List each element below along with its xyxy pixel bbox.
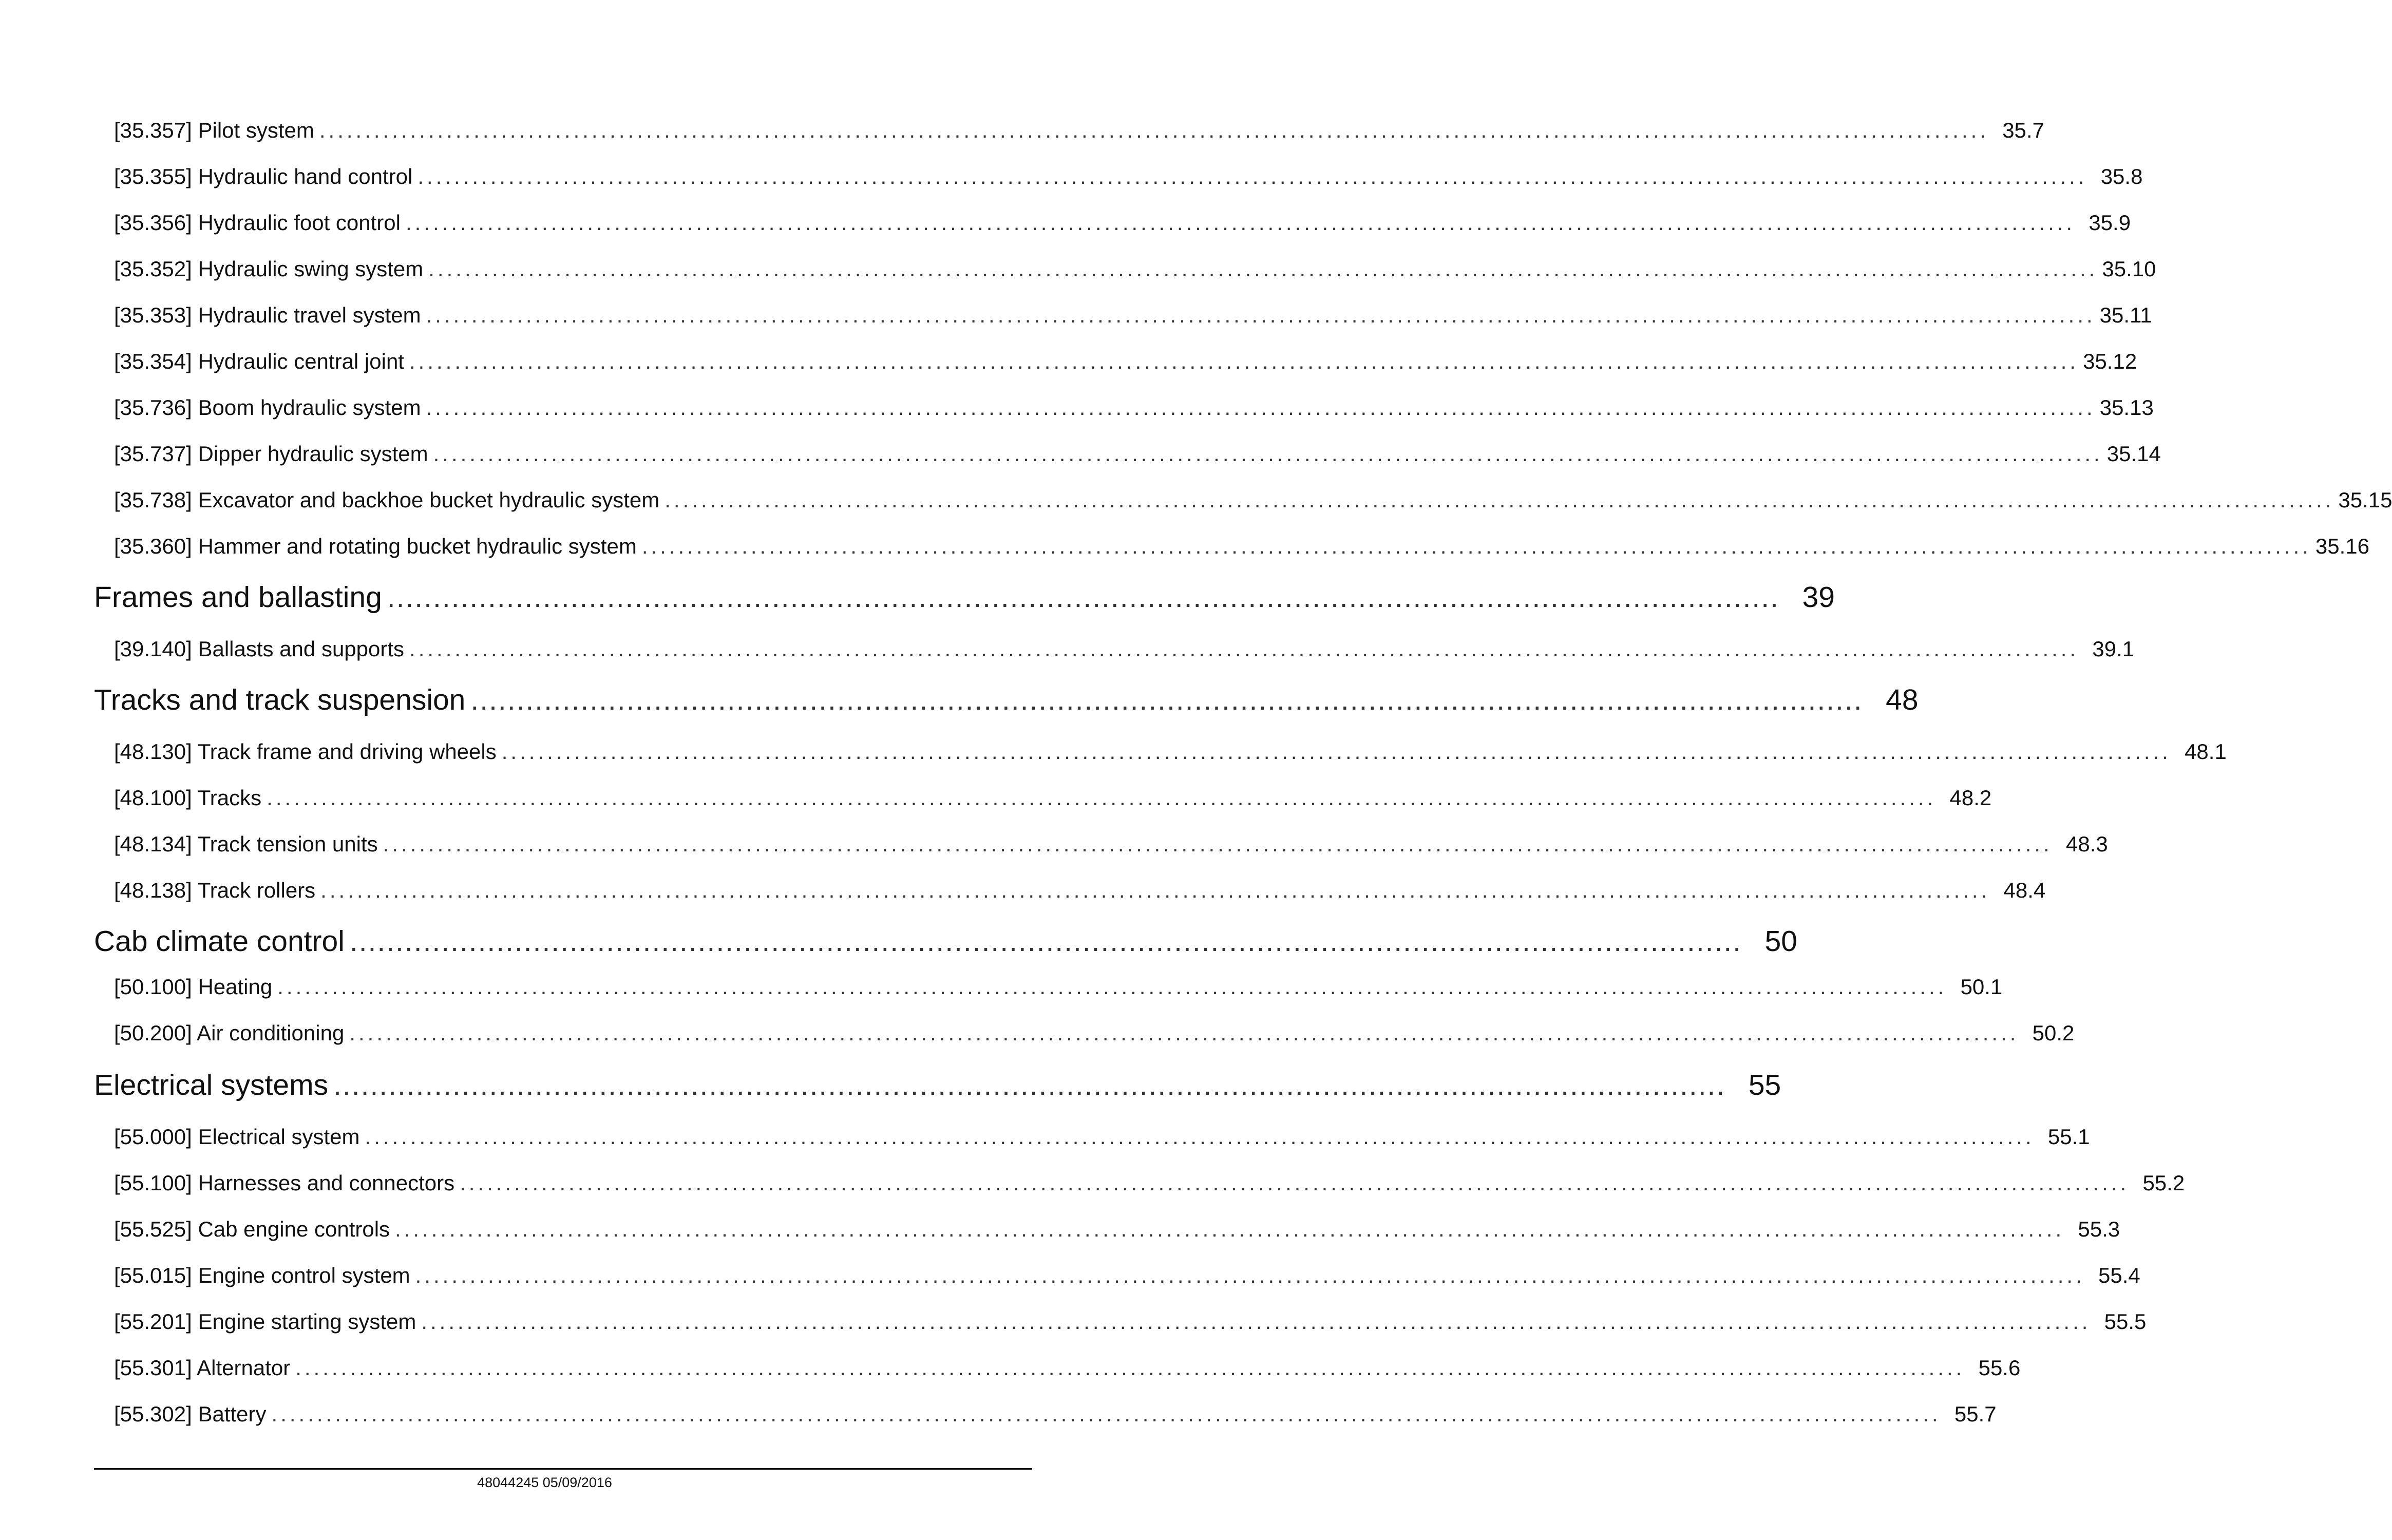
dot-leader: ........................................................................................................................................................................................ [320, 878, 1990, 902]
dot-leader: ........................................................................................................................................................................................ [421, 1309, 2091, 1334]
toc-entry-page: 55.4 [2098, 1263, 2140, 1287]
toc-entry-50-100[interactable] [114, 975, 2003, 999]
dot-leader: ........................................................................................................................................................................................ [349, 1021, 2019, 1045]
toc-section-electrical-systems[interactable] [94, 1068, 1781, 1102]
toc-entry-48-100[interactable] [114, 786, 1992, 810]
toc-entry-55-302[interactable] [114, 1402, 1997, 1427]
toc-entry-55-100[interactable] [114, 1171, 2185, 1195]
toc-entry-label: [35.357] Pilot system [114, 118, 314, 142]
toc-entry-39-140[interactable] [114, 637, 2135, 661]
dot-leader: ........................................................................................................................................................................................ [433, 442, 2103, 466]
dot-leader: ........................................................................................................................................................ [470, 683, 1863, 716]
toc-entry-page: 50.1 [1960, 975, 2003, 999]
dot-leader: ........................................................................................................................................................................................ [267, 786, 1937, 810]
toc-entry-label: [48.130] Track frame and driving wheels [114, 739, 497, 764]
toc-entry-55-525[interactable] [114, 1217, 2120, 1242]
toc-entry-page: 50.2 [2032, 1021, 2075, 1045]
toc-entry-page: 35.7 [2002, 118, 2044, 142]
toc-entry-page: 35.16 [2315, 534, 2370, 558]
toc-entry-label: [55.000] Electrical system [114, 1125, 360, 1149]
footer-rule [94, 1468, 1032, 1470]
dot-leader: ........................................................................................................................................................................................ [409, 349, 2079, 373]
toc-entry-35-737[interactable] [114, 442, 2161, 466]
toc-entry-page: 48.3 [2065, 832, 2108, 856]
toc-section-frames-and-ballasting[interactable] [94, 580, 1835, 614]
toc-section-cab-climate-control[interactable] [94, 924, 1798, 958]
toc-entry-48-134[interactable] [114, 832, 2108, 857]
toc-entry-label: [35.360] Hammer and rotating bucket hydraulic system [114, 534, 637, 558]
toc-section-tracks-and-track-suspension[interactable] [94, 683, 1919, 717]
toc-entry-label: [48.138] Track rollers [114, 878, 316, 902]
toc-entry-page: 55.2 [2142, 1171, 2185, 1195]
dot-leader: ........................................................................................................................................................................................ [501, 739, 2171, 764]
toc-entry-page: 48.1 [2185, 739, 2227, 764]
toc-entry-label: [35.355] Hydraulic hand control [114, 164, 413, 188]
toc-entry-page: 35.11 [2099, 303, 2152, 327]
toc-entry-label: [50.100] Heating [114, 975, 273, 999]
dot-leader: ........................................................................................................................................................ [349, 925, 1742, 958]
toc-entry-35-738[interactable] [114, 488, 2392, 512]
dot-leader: ........................................................................................................................................................................................ [428, 257, 2098, 281]
dot-leader: ........................................................................................................................................................ [387, 581, 1779, 614]
toc-entry-page: 55.1 [2047, 1125, 2090, 1149]
toc-section-page: 48 [1886, 683, 1919, 716]
toc-entry-label: [35.736] Boom hydraulic system [114, 395, 421, 420]
toc-entry-page: 55.6 [1978, 1356, 2021, 1380]
toc-entry-label: [35.354] Hydraulic central joint [114, 349, 404, 373]
toc-entry-label: [55.015] Engine control system [114, 1263, 410, 1287]
toc-entry-55-000[interactable] [114, 1125, 2090, 1149]
toc-entry-55-015[interactable] [114, 1263, 2140, 1288]
toc-entry-35-357[interactable] [114, 118, 2044, 143]
toc-entry-35-353[interactable] [114, 303, 2152, 328]
dot-leader: ........................................................................................................................................................................................ [426, 395, 2096, 420]
toc-entry-35-360[interactable] [114, 534, 2370, 559]
toc-entry-48-130[interactable] [114, 739, 2227, 764]
toc-entry-label: [48.100] Tracks [114, 786, 262, 810]
dot-leader: ........................................................................................................................................................................................ [395, 1217, 2065, 1241]
toc-entry-35-354[interactable] [114, 349, 2137, 374]
toc-entry-page: 35.10 [2102, 257, 2156, 281]
dot-leader: ........................................................................................................................................................................................ [426, 303, 2096, 327]
toc-entry-page: 48.2 [1949, 786, 1992, 810]
toc-entry-label: [55.100] Harnesses and connectors [114, 1171, 455, 1195]
toc-section-label: Cab climate control [94, 925, 345, 958]
toc-entry-35-355[interactable] [114, 164, 2143, 189]
toc-entry-label: [35.353] Hydraulic travel system [114, 303, 421, 327]
dot-leader: ........................................................................................................................................................................................ [641, 534, 2311, 558]
toc-entry-48-138[interactable] [114, 878, 2046, 903]
dot-leader: ........................................................................................................................................................................................ [665, 488, 2334, 512]
toc-entry-label: [39.140] Ballasts and supports [114, 637, 405, 661]
toc-section-label: Electrical systems [94, 1069, 329, 1101]
toc-entry-page: 55.3 [2078, 1217, 2120, 1241]
dot-leader: ........................................................................................................................................................................................ [277, 975, 1947, 999]
toc-entry-35-736[interactable] [114, 395, 2154, 420]
toc-entry-label: [55.302] Battery [114, 1402, 267, 1426]
toc-entry-label: [55.301] Alternator [114, 1356, 291, 1380]
toc-entry-label: [35.737] Dipper hydraulic system [114, 442, 428, 466]
toc-entry-35-356[interactable] [114, 211, 2131, 235]
dot-leader: ........................................................................................................................................................................................ [409, 637, 2079, 661]
dot-leader: ........................................................................................................................................................................................ [319, 118, 1989, 142]
dot-leader: ........................................................................................................................................................................................ [383, 832, 2053, 856]
dot-leader: ........................................................................................................................................................................................ [415, 1263, 2085, 1287]
toc-entry-page: 35.12 [2083, 349, 2137, 373]
toc-entry-page: 35.15 [2338, 488, 2392, 512]
dot-leader: ........................................................................................................................................................................................ [365, 1125, 2035, 1149]
toc-section-page: 55 [1748, 1069, 1781, 1101]
toc-entry-label: [35.738] Excavator and backhoe bucket hydraulic system [114, 488, 660, 512]
toc-entry-page: 35.13 [2099, 395, 2154, 420]
toc-entry-page: 55.7 [1954, 1402, 1997, 1426]
toc-entry-page: 39.1 [2092, 637, 2135, 661]
toc-entry-55-201[interactable] [114, 1309, 2147, 1334]
dot-leader: ........................................................................................................................................................................................ [271, 1402, 1941, 1426]
toc-section-label: Frames and ballasting [94, 581, 382, 614]
toc-entry-label: [48.134] Track tension units [114, 832, 378, 856]
toc-entry-page: 48.4 [2003, 878, 2046, 902]
toc-entry-label: [35.352] Hydraulic swing system [114, 257, 424, 281]
dot-leader: ........................................................................................................................................................................................ [405, 211, 2076, 235]
dot-leader: ........................................................................................................................................................ [333, 1069, 1726, 1101]
toc-entry-label: [55.525] Cab engine controls [114, 1217, 390, 1241]
toc-entry-35-352[interactable] [114, 257, 2156, 281]
dot-leader: ........................................................................................................................................................................................ [460, 1171, 2130, 1195]
toc-entry-50-200[interactable] [114, 1021, 2075, 1045]
toc-section-page: 39 [1802, 581, 1835, 614]
toc-entry-page: 55.5 [2104, 1309, 2147, 1334]
toc-entry-page: 35.14 [2106, 442, 2161, 466]
dot-leader: ........................................................................................................................................................................................ [417, 164, 2087, 188]
toc-entry-page: 35.8 [2100, 164, 2143, 188]
dot-leader: ........................................................................................................................................................................................ [295, 1356, 1965, 1380]
toc-entry-page: 35.9 [2089, 211, 2131, 235]
toc-entry-label: [55.201] Engine starting system [114, 1309, 416, 1334]
toc-section-label: Tracks and track suspension [94, 683, 466, 716]
toc-section-page: 50 [1764, 925, 1798, 958]
toc-entry-55-301[interactable] [114, 1356, 2021, 1380]
toc-entry-label: [50.200] Air conditioning [114, 1021, 345, 1045]
toc-entry-label: [35.356] Hydraulic foot control [114, 211, 401, 235]
footer-document-id: 48044245 05/09/2016 [477, 1475, 612, 1490]
